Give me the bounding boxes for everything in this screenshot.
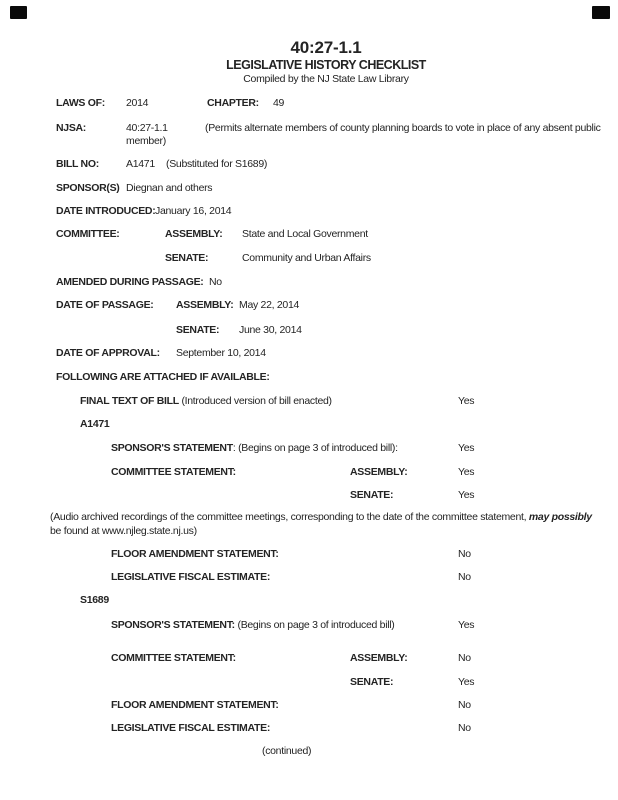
- scan-artifact-top-right: [592, 6, 610, 19]
- s1689-committee-senate-label: SENATE:: [350, 676, 394, 688]
- s1689-committee-assembly-value: No: [458, 652, 471, 664]
- approval-value: September 10, 2014: [176, 347, 266, 359]
- s1689-committee-assembly-label: ASSEMBLY:: [350, 652, 408, 664]
- audio-note-line1-text: (Audio archived recordings of the committee meetings, corresponding to the date of the committee statement,: [50, 511, 529, 523]
- bill-no-note: (Substituted for S1689): [166, 158, 268, 170]
- s1689-heading: S1689: [80, 594, 109, 606]
- page-subtitle: LEGISLATIVE HISTORY CHECKLIST: [226, 58, 426, 72]
- a1471-committee-senate-label: SENATE:: [350, 489, 394, 501]
- a1471-floor-value: No: [458, 548, 471, 560]
- sponsors-label: SPONSOR(S): [56, 182, 120, 194]
- a1471-sponsor-value: Yes: [458, 442, 475, 454]
- njsa-note-line1: (Permits alternate members of county planning boards to vote in place of any absent public: [205, 122, 601, 134]
- bill-no-label: BILL NO:: [56, 158, 99, 170]
- laws-of-value: 2014: [126, 97, 149, 109]
- passage-assembly-value: May 22, 2014: [239, 299, 300, 311]
- a1471-committee-senate-value: Yes: [458, 489, 475, 501]
- final-text-label: FINAL TEXT OF BILL: [80, 395, 179, 407]
- s1689-sponsor-label: SPONSOR'S STATEMENT:: [111, 619, 235, 631]
- attachments-heading: FOLLOWING ARE ATTACHED IF AVAILABLE:: [56, 371, 270, 383]
- final-text-row: [80, 395, 332, 408]
- laws-of-label: LAWS OF:: [56, 97, 105, 109]
- chapter-label: CHAPTER:: [207, 97, 259, 109]
- date-introduced-label: DATE INTRODUCED:: [56, 205, 156, 217]
- audio-note-line1: [50, 511, 592, 524]
- passage-senate-value: June 30, 2014: [239, 324, 302, 336]
- amended-value: No: [209, 276, 222, 288]
- final-text-note: (Introduced version of bill enacted): [178, 395, 332, 407]
- compiled-by-line: Compiled by the NJ State Law Library: [243, 73, 409, 85]
- njsa-value: 40:27-1.1: [126, 122, 168, 134]
- a1471-committee-label: COMMITTEE STATEMENT:: [111, 466, 236, 478]
- a1471-committee-assembly-label: ASSEMBLY:: [350, 466, 408, 478]
- date-introduced-value: January 16, 2014: [155, 205, 232, 217]
- a1471-floor-label: FLOOR AMENDMENT STATEMENT:: [111, 548, 279, 560]
- passage-assembly-label: ASSEMBLY:: [176, 299, 234, 311]
- chapter-value: 49: [273, 97, 285, 109]
- page-title: 40:27-1.1: [290, 38, 362, 57]
- a1471-sponsor-label: SPONSOR'S STATEMENT: [111, 442, 233, 454]
- s1689-committee-senate-value: Yes: [458, 676, 475, 688]
- committee-senate-value: Community and Urban Affairs: [242, 252, 371, 264]
- committee-assembly-value: State and Local Government: [242, 228, 368, 240]
- committee-label: COMMITTEE:: [56, 228, 120, 240]
- continued-marker: (continued): [262, 745, 312, 757]
- bill-no-value: A1471: [126, 158, 155, 170]
- s1689-sponsor-row: [111, 619, 395, 632]
- a1471-committee-assembly-value: Yes: [458, 466, 475, 478]
- s1689-floor-label: FLOOR AMENDMENT STATEMENT:: [111, 699, 279, 711]
- passage-senate-label: SENATE:: [176, 324, 220, 336]
- audio-note-emphasis: may possibly: [528, 511, 592, 523]
- s1689-sponsor-note: (Begins on page 3 of introduced bill): [234, 619, 395, 631]
- s1689-sponsor-value: Yes: [458, 619, 475, 631]
- s1689-floor-value: No: [458, 699, 471, 711]
- s1689-fiscal-label: LEGISLATIVE FISCAL ESTIMATE:: [111, 722, 271, 734]
- njsa-label: NJSA:: [56, 122, 87, 134]
- committee-assembly-label: ASSEMBLY:: [165, 228, 223, 240]
- s1689-fiscal-value: No: [458, 722, 471, 734]
- audio-note-line2: be found at www.njleg.state.nj.us): [50, 525, 197, 537]
- committee-senate-label: SENATE:: [165, 252, 209, 264]
- a1471-fiscal-value: No: [458, 571, 471, 583]
- amended-label: AMENDED DURING PASSAGE:: [56, 276, 204, 288]
- sponsors-value: Diegnan and others: [126, 182, 213, 194]
- scan-artifact-top-left: [10, 6, 27, 19]
- a1471-sponsor-note: : (Begins on page 3 of introduced bill):: [232, 442, 398, 454]
- passage-label: DATE OF PASSAGE:: [56, 299, 154, 311]
- approval-label: DATE OF APPROVAL:: [56, 347, 160, 359]
- a1471-heading: A1471: [80, 418, 110, 430]
- a1471-sponsor-row: [111, 442, 398, 455]
- s1689-committee-label: COMMITTEE STATEMENT:: [111, 652, 236, 664]
- final-text-value: Yes: [458, 395, 475, 407]
- njsa-note-line2: member): [126, 135, 166, 147]
- a1471-fiscal-label: LEGISLATIVE FISCAL ESTIMATE:: [111, 571, 271, 583]
